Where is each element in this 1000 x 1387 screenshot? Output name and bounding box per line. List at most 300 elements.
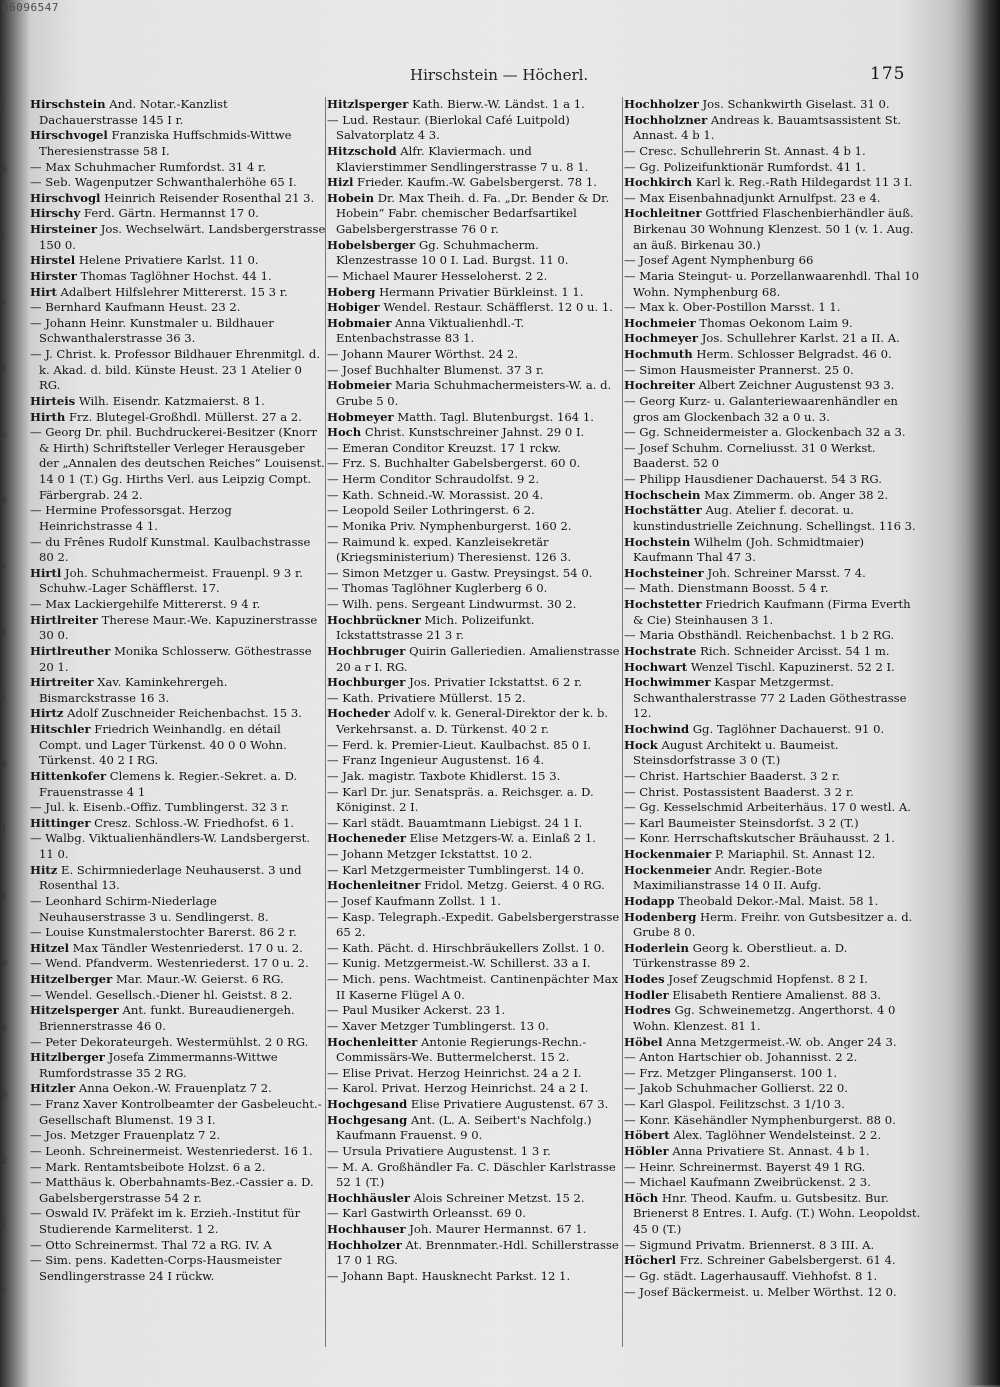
directory-entry <box>624 1269 924 1285</box>
entry-surname: Hirtz <box>30 706 64 721</box>
directory-entry <box>624 988 924 1004</box>
entry-details: Adolf v. k. General-Direktor der k. b. Verkehrsanst. a. D. Türkenst. 40 2 r. <box>336 706 609 736</box>
entry-details: Elise Privatiere Augustenst. 67 3. <box>407 1097 609 1111</box>
entry-details: — Ferd. k. Premier-Lieut. Kaulbachst. 85 0 I. <box>327 737 592 752</box>
directory-entry <box>30 300 326 316</box>
directory-entry <box>624 644 924 660</box>
entry-details: — Mich. pens. Wachtmeist. Cantinenpächter Max II Kaserne Flügel A 0. <box>327 972 619 1002</box>
directory-entry <box>624 1253 924 1269</box>
entry-details: Adalbert Hilfslehrer Mittererst. 15 3 r. <box>56 284 288 299</box>
entry-details: — Hermine Professorsgat. Herzog Heinrichstrasse 4 1. <box>30 503 232 533</box>
entry-details: — Gg. Schneidermeister a. Glockenbach 32 a 3. <box>624 425 906 440</box>
directory-entry <box>327 488 622 504</box>
entry-details: Herm. Freihr. von Gutsbesitzer a. d. Grube 8 0. <box>633 909 913 940</box>
entry-details: — Karl Glaspol. Feilitzschst. 3 1/10 3. <box>624 1097 845 1111</box>
page-id-mark: 06096547 <box>2 1 59 14</box>
entry-details: — Franz Xaver Kontrolbeamter der Gasbeleucht.-Gesellschaft Blumenst. 19 3 I. <box>30 1097 322 1127</box>
entry-surname: Hobmeier <box>327 378 392 393</box>
entry-details: Gg. Schuhmacherm. Klenzestrasse 10 0 I. Lad. Burgst. 11 0. <box>336 237 569 268</box>
directory-entry <box>30 1128 326 1144</box>
entry-surname: Hochhäusler <box>327 1190 410 1205</box>
entry-details: E. Schirmniederlage Neuhauserst. 3 und Rosenthal 13. <box>39 862 302 893</box>
directory-entry <box>624 1285 924 1301</box>
directory-entry <box>624 660 924 676</box>
directory-entry <box>624 503 924 534</box>
directory-entry <box>624 113 924 144</box>
entry-details: — Cresc. Schullehrerin St. Annast. 4 b 1. <box>624 143 866 158</box>
entry-details: — Karl Baumeister Steinsdorfst. 3 2 (T.) <box>624 815 859 830</box>
entry-details: Friedrich Weinhandlg. en détail Compt. und Lager Türkenst. 40 0 0 Wohn. Türkenst. 40 2 I RG. <box>39 722 287 768</box>
directory-entry <box>624 144 924 160</box>
entry-details: Ant. funkt. Bureaudienergeh. Briennerstrasse 46 0. <box>39 1003 295 1033</box>
directory-entry <box>327 972 622 1003</box>
entry-details: — Louise Kunstmalerstochter Barerst. 86 2 r. <box>30 925 297 940</box>
entry-surname: Hodres <box>624 1003 671 1018</box>
directory-entry <box>327 113 622 144</box>
directory-entry <box>327 363 622 379</box>
entry-details: Gg. Schweinemetzg. Angerthorst. 4 0 Wohn. Klenzest. 81 1. <box>633 1003 896 1033</box>
entry-details: — Karl städt. Bauamtmann Liebigst. 24 1 I. <box>327 815 583 830</box>
directory-entry <box>624 1097 924 1113</box>
entry-details: Elisabeth Rentiere Amalienst. 88 3. <box>668 987 882 1002</box>
entry-details: Alfr. Klaviermach. und Klavierstimmer Sendlingerstrasse 7 u. 8 1. <box>336 143 589 174</box>
entry-details: Mich. Polizeifunkt. Ickstattstrasse 21 3 r. <box>336 612 535 643</box>
entry-details: — Konr. Herrschaftskutscher Bräuhausst. 2 1. <box>624 831 895 846</box>
entry-details: Xav. Kaminkehrergeh. Bismarckstrasse 16 3. <box>39 675 228 705</box>
entry-surname: Hizl <box>327 175 354 190</box>
entry-surname: Hitzelsperger <box>30 1003 119 1018</box>
entry-details: Franziska Huffschmids-Wittwe Theresienstrasse 58 I. <box>39 128 292 158</box>
directory-entry <box>624 597 924 628</box>
directory-entry <box>327 503 622 519</box>
directory-entry <box>327 1144 622 1160</box>
entry-details: — Wilh. pens. Sergeant Lindwurmst. 30 2. <box>327 597 577 611</box>
entry-details: — Xaver Metzger Tumblingerst. 13 0. <box>327 1018 549 1033</box>
entry-details: — Kath. Pächt. d. Hirschbräukellers Zollst. 1 0. <box>327 940 605 955</box>
entry-details: Maria Schuhmachermeisters-W. a. d. Grube 5 0. <box>336 378 612 408</box>
directory-entry <box>30 566 326 597</box>
directory-entry <box>624 769 924 785</box>
directory-entry <box>30 1144 326 1160</box>
entry-details: — Karol. Privat. Herzog Heinrichst. 24 a 2 I. <box>327 1081 589 1096</box>
directory-entry <box>624 831 924 847</box>
entry-details: — Karl Gastwirth Orleansst. 69 0. <box>327 1206 526 1221</box>
directory-entry <box>30 722 326 769</box>
entry-details: Heinrich Reisender Rosenthal 21 3. <box>100 190 315 205</box>
directory-entry <box>327 378 622 409</box>
directory-entry <box>624 1035 924 1051</box>
gutter-mark: u <box>2 430 8 439</box>
directory-entry <box>327 300 622 316</box>
entry-details: Aug. Atelier f. decorat. u. kunstindustrielle Zeichnung. Schellingst. 116 3. <box>633 503 916 533</box>
entry-details: — Josef Buchhalter Blumenst. 37 3 r. <box>327 362 544 377</box>
directory-entry <box>327 175 622 191</box>
entry-details: — Elise Privat. Herzog Heinrichst. 24 a 2 I. <box>327 1065 582 1080</box>
directory-entry <box>30 410 326 426</box>
directory-entry <box>327 738 622 754</box>
entry-details: — Gg. Polizeifunktionär Rumfordst. 41 1. <box>624 159 866 174</box>
entry-surname: Hocheneder <box>327 831 406 846</box>
directory-entry <box>327 910 622 941</box>
directory-entry <box>624 269 924 300</box>
entry-details: Antonie Regierungs-Rechn.-Commissärs-We. Buttermelcherst. 15 2. <box>336 1034 587 1065</box>
directory-entry <box>30 269 326 285</box>
entry-details: Anna Oekon.-W. Frauenplatz 7 2. <box>75 1081 272 1096</box>
entry-surname: Hochmeier <box>624 315 696 330</box>
entry-details: Anna Privatiere St. Annast. 4 b 1. <box>668 1143 870 1158</box>
entry-details: — Christ. Hartschier Baaderst. 3 2 r. <box>624 768 841 783</box>
directory-entry <box>30 1035 326 1051</box>
directory-entry <box>327 425 622 441</box>
entry-surname: Hitzlberger <box>30 1050 105 1065</box>
directory-entry <box>624 910 924 941</box>
directory-entry <box>624 1144 924 1160</box>
entry-surname: Hitzlsperger <box>327 97 409 111</box>
entry-surname: Hochmeyer <box>624 331 699 346</box>
entry-surname: Hodenberg <box>624 909 697 924</box>
directory-entry <box>30 925 326 941</box>
directory-entry <box>30 253 326 269</box>
entry-details: — Johann Metzger Ickstattst. 10 2. <box>327 847 533 861</box>
running-head: Hirschstein — Höcherl. <box>410 66 589 84</box>
entry-details: Alois Schreiner Metzst. 15 2. <box>409 1190 585 1205</box>
entry-details: — Mark. Rentamtsbeibote Holzst. 6 a 2. <box>30 1159 266 1174</box>
entry-details: Jos. Schankwirth Giselast. 31 0. <box>698 97 890 111</box>
entry-details: — Max Eisenbahnadjunkt Arnulfpst. 23 e 4. <box>624 190 881 205</box>
directory-entry <box>624 566 924 582</box>
entry-surname: Hochstrate <box>624 643 697 658</box>
entry-surname: Hockenmeier <box>624 862 712 877</box>
directory-entry <box>327 1081 622 1097</box>
directory-entry <box>327 1160 622 1191</box>
gutter-mark: p <box>2 958 8 967</box>
directory-entry <box>327 769 622 785</box>
entry-details: — Leonhard Schirm-Niederlage Neuhauserstrasse 3 u. Sendlingerst. 8. <box>30 893 269 924</box>
gutter-mark: 1 <box>2 364 8 373</box>
entry-surname: Hobiger <box>327 300 380 315</box>
entry-details: At. Brennmater.-Hdl. Schillerstrasse 17 0 1 RG. <box>336 1237 619 1268</box>
directory-entry <box>30 769 326 800</box>
entry-details: Max Tändler Westenriederst. 17 0 u. 2. <box>69 940 303 955</box>
entry-surname: Hitschler <box>30 722 91 736</box>
entry-surname: Hockenmaier <box>624 847 712 861</box>
directory-entry <box>327 1066 622 1082</box>
directory-entry <box>30 285 326 301</box>
entry-details: — Josef Schuhm. Corneliusst. 31 0 Werkst. Baaderst. 52 0 <box>624 440 876 471</box>
entry-details: Alex. Taglöhner Wendelsteinst. 2 2. <box>669 1128 882 1143</box>
entry-details: Wilh. Eisendr. Katzmaierst. 8 1. <box>75 393 265 408</box>
entry-surname: Hirt <box>30 284 57 299</box>
entry-details: — Leopold Seiler Lothringerst. 6 2. <box>327 503 535 518</box>
directory-entry <box>624 863 924 894</box>
entry-details: Jos. Privatier Ickstattst. 6 2 r. <box>405 675 583 690</box>
directory-entry <box>624 488 924 504</box>
entry-details: Monika Schlosserw. Göthestrasse 20 1. <box>39 643 312 674</box>
entry-surname: Hodes <box>624 972 665 986</box>
entry-details: Dr. Max Theih. d. Fa. „Dr. Bender & Dr. Hobein“ Fabr. chemischer Bedarfsartikel Gabelsbergerstrasse 76 0 r. <box>336 190 610 236</box>
gutter-marks <box>0 100 18 1340</box>
entry-surname: Hochholzer <box>624 97 699 111</box>
entry-details: Josefa Zimmermanns-Wittwe Rumfordstrasse 35 2 RG. <box>39 1050 278 1080</box>
directory-entry <box>327 941 622 957</box>
directory-entry <box>624 1066 924 1082</box>
entry-details: — M. A. Großhändler Fa. C. Däschler Karlstrasse 52 1 (T.) <box>327 1159 616 1190</box>
directory-entry <box>624 722 924 738</box>
page-number: 175 <box>870 64 906 84</box>
directory-entry <box>624 1081 924 1097</box>
entry-details: — Jak. magistr. Taxbote Khidlerst. 15 3. <box>327 768 561 783</box>
entry-details: Andreas k. Bauamtsassistent St. Annast. 4 b 1. <box>633 112 902 143</box>
entry-surname: Hitzschold <box>327 143 397 158</box>
directory-entry <box>327 675 622 691</box>
entry-details: — Gg. städt. Lagerhausauff. Viehhofst. 8 1. <box>624 1268 878 1283</box>
entry-details: Anna Viktualienhdl.-T. Entenbachstrasse 83 1. <box>336 315 525 346</box>
gutter-mark: v <box>2 298 7 307</box>
directory-entry <box>30 1097 326 1128</box>
directory-entry <box>624 628 924 644</box>
entry-surname: Hocheder <box>327 706 391 721</box>
directory-entry <box>30 863 326 894</box>
entry-details: — Anton Hartschier ob. Johannisst. 2 2. <box>624 1050 858 1065</box>
entry-details: Wilhelm (Joh. Schmidtmaier) Kaufmann Thal 47 3. <box>633 534 865 565</box>
entry-surname: Hitz <box>30 862 58 877</box>
entry-details: Quirin Galleriedien. Amalienstrasse 20 a r I. RG. <box>336 643 620 674</box>
directory-entry <box>624 785 924 801</box>
directory-entry <box>624 1238 924 1254</box>
entry-surname: Hitzler <box>30 1081 76 1096</box>
entry-details: Jos. Schullehrer Karlst. 21 a II. A. <box>698 331 900 346</box>
directory-entry <box>624 972 924 988</box>
directory-entry <box>327 644 622 675</box>
entry-details: — Kunig. Metzgermeist.-W. Schillerst. 33 a I. <box>327 956 591 971</box>
directory-entry <box>30 425 326 503</box>
entry-details: — Seb. Wagenputzer Schwanthalerhöhe 65 I. <box>30 175 297 190</box>
directory-entry <box>624 331 924 347</box>
entry-details: — Max k. Ober-Postillon Marsst. 1 1. <box>624 300 841 315</box>
directory-entry <box>624 363 924 379</box>
entry-details: — Christ. Postassistent Baaderst. 3 2 r. <box>624 784 854 799</box>
entry-details: — Michael Maurer Hesseloherst. 2 2. <box>327 268 548 283</box>
directory-entry <box>624 175 924 191</box>
entry-details: — Kath. Privatiere Müllerst. 15 2. <box>327 690 526 705</box>
directory-entry <box>624 847 924 863</box>
directory-entry <box>327 191 622 238</box>
entry-details: Helene Privatiere Karlst. 11 0. <box>75 253 259 268</box>
directory-entry <box>327 1222 622 1238</box>
entry-surname: Hochwimmer <box>624 675 711 690</box>
entry-details: Josef Zeugschmid Hopfenst. 8 2 I. <box>664 972 868 986</box>
entry-details: — Emeran Conditor Kreuzst. 17 1 rckw. <box>327 440 561 455</box>
directory-entry <box>624 941 924 972</box>
entry-details: — Wend. Pfandverm. Westenriederst. 17 0 u. 2. <box>30 956 309 971</box>
directory-entry <box>624 535 924 566</box>
directory-entry <box>30 988 326 1004</box>
entry-details: — Simon Metzger u. Gastw. Preysingst. 54 0. <box>327 565 593 580</box>
entry-details: — Johann Bapt. Hausknecht Parkst. 12 1. <box>327 1268 571 1283</box>
entry-details: Fridol. Metzg. Geierst. 4 0 RG. <box>420 878 605 893</box>
entry-details: Max Zimmerm. ob. Anger 38 2. <box>700 487 889 502</box>
directory-entry <box>30 1206 326 1237</box>
entry-surname: Hochmuth <box>624 347 693 361</box>
gutter-mark: 1 <box>2 1222 8 1231</box>
entry-surname: Hochbruger <box>327 643 406 658</box>
entry-surname: Hirschstein <box>30 97 106 111</box>
directory-entry <box>624 394 924 425</box>
directory-entry <box>327 597 622 613</box>
entry-surname: Hochhauser <box>327 1222 406 1236</box>
entry-surname: Hirstel <box>30 253 76 268</box>
entry-surname: Hochstein <box>624 534 691 549</box>
directory-entry <box>30 644 326 675</box>
entry-surname: Hochholzner <box>624 112 708 127</box>
entry-details: — Josef Kaufmann Zollst. 1 1. <box>327 893 502 908</box>
entry-details: — Gg. Kesselschmid Arbeiterhäus. 17 0 westl. A. <box>624 800 911 815</box>
entry-details: — Jul. k. Eisenb.-Offiz. Tumblingerst. 32 3 r. <box>30 800 290 815</box>
entry-details: Frz. Blutegel-Großhdl. Müllerst. 27 a 2. <box>65 409 302 424</box>
entry-surname: Hock <box>624 737 658 752</box>
entry-details: — Karl Metzgermeister Tumblingerst. 14 0. <box>327 862 585 877</box>
directory-entry <box>624 378 924 394</box>
directory-entry <box>30 503 326 534</box>
directory-entry <box>624 347 924 363</box>
directory-entry <box>327 894 622 910</box>
directory-entry <box>30 1003 326 1034</box>
entry-details: Wenzel Tischl. Kapuzinerst. 52 2 I. <box>687 659 895 674</box>
gutter-mark: 1 <box>2 892 8 901</box>
directory-entry <box>327 441 622 457</box>
directory-entry <box>327 1097 622 1113</box>
entry-surname: Hoberg <box>327 284 376 299</box>
entry-surname: Hitzel <box>30 940 70 955</box>
entry-details: Gg. Taglöhner Dachauerst. 91 0. <box>689 722 885 736</box>
entry-details: Frz. Schreiner Gabelsbergerst. 61 4. <box>676 1253 896 1268</box>
directory-entry <box>327 706 622 737</box>
directory-entry <box>327 316 622 347</box>
directory-entry <box>624 1050 924 1066</box>
entry-details: — Wendel. Gesellsch.-Diener hl. Geistst. 8 2. <box>30 987 293 1002</box>
directory-entry <box>624 1003 924 1034</box>
directory-entry <box>327 831 622 847</box>
entry-details: Rich. Schneider Arcisst. 54 1 m. <box>696 643 890 658</box>
directory-entry <box>30 1160 326 1176</box>
entry-surname: Hirschvogel <box>30 128 108 143</box>
gutter-mark: ( <box>2 100 6 109</box>
entry-details: Andr. Regier.-Bote Maximilianstrasse 14 0 II. Aufg. <box>633 862 823 893</box>
directory-entry <box>624 1191 924 1238</box>
directory-entry <box>624 675 924 722</box>
entry-details: — Simon Hausmeister Prannerst. 25 0. <box>624 362 854 377</box>
entry-details: — Matthäus k. Oberbahnamts-Bez.-Cassier a. D. Gabelsbergerstrasse 54 2 r. <box>30 1175 314 1205</box>
entry-surname: Höbert <box>624 1128 670 1143</box>
entry-surname: Hochgesang <box>327 1112 408 1127</box>
entry-details: Joh. Schreiner Marsst. 7 4. <box>703 565 866 580</box>
entry-surname: Hobmaier <box>327 315 392 330</box>
entry-surname: Hirster <box>30 268 77 283</box>
directory-entry <box>624 816 924 832</box>
entry-details: — Heinr. Schreinermst. Bayerst 49 1 RG. <box>624 1159 866 1174</box>
entry-details: — Lud. Restaur. (Bierlokal Café Luitpold) Salvatorplatz 4 3. <box>327 112 570 143</box>
entry-details: Jos. Wechselwärt. Landsbergerstrasse 150 0. <box>39 222 326 252</box>
directory-entry <box>30 222 326 253</box>
directory-entry <box>624 441 924 472</box>
directory-column-1 <box>30 97 326 1387</box>
directory-entry <box>327 285 622 301</box>
entry-details: Theobald Dekor.-Mal. Maist. 58 1. <box>674 893 879 908</box>
entry-details: Adolf Zuschneider Reichenbachst. 15 3. <box>63 706 302 721</box>
entry-surname: Hirschvogl <box>30 190 101 205</box>
directory-entry <box>624 191 924 207</box>
directory-entry <box>30 675 326 706</box>
gutter-mark: v <box>2 562 7 571</box>
entry-surname: Hittenkofer <box>30 768 107 783</box>
directory-entry <box>30 831 326 862</box>
entry-surname: Hochstätter <box>624 503 702 518</box>
directory-entry <box>624 425 924 441</box>
directory-entry <box>30 535 326 566</box>
directory-entry <box>30 191 326 207</box>
directory-entry <box>327 269 622 285</box>
entry-details: Cresz. Schloss.-W. Friedhofst. 6 1. <box>90 815 295 830</box>
directory-entry <box>624 1128 924 1144</box>
entry-details: — J. Christ. k. Professor Bildhauer Ehrenmitgl. d. k. Akad. d. bild. Künste Heust. 23 1 Atelier 0 RG. <box>30 347 321 393</box>
entry-details: — Raimund k. exped. Kanzleisekretär (Kriegsministerium) Theresienst. 126 3. <box>327 534 572 565</box>
entry-surname: Hirtlreuther <box>30 643 111 658</box>
directory-entry <box>30 1238 326 1254</box>
directory-entry <box>30 175 326 191</box>
entry-surname: Höbel <box>624 1034 663 1049</box>
entry-details: — Maria Obsthändl. Reichenbachst. 1 b 2 RG. <box>624 628 895 643</box>
entry-details: — Maria Steingut- u. Porzellanwaarenhdl. Thal 10 Wohn. Nymphenburg 68. <box>624 268 919 299</box>
entry-details: — Bernhard Kaufmann Heust. 23 2. <box>30 300 241 315</box>
entry-details: — Max Schuhmacher Rumfordst. 31 4 r. <box>30 159 266 174</box>
entry-surname: Hochholzer <box>327 1237 402 1252</box>
entry-surname: Höcherl <box>624 1253 677 1268</box>
directory-column-3 <box>624 97 924 1387</box>
entry-surname: Hobelsberger <box>327 237 416 252</box>
directory-entry <box>327 97 622 113</box>
entry-details: August Architekt u. Baumeist. Steinsdorfstrasse 3 0 (T.) <box>633 737 839 768</box>
entry-details: — Kath. Schneid.-W. Morassist. 20 4. <box>327 487 544 502</box>
gutter-mark: 1 <box>2 826 8 835</box>
book-edge-shadow <box>966 0 1000 1385</box>
entry-details: — Paul Musiker Ackerst. 23 1. <box>327 1003 506 1018</box>
entry-surname: Höch <box>624 1190 659 1205</box>
entry-surname: Hirteis <box>30 393 76 408</box>
entry-details: And. Notar.-Kanzlist Dachauerstrasse 145 I r. <box>39 97 228 127</box>
directory-entry <box>624 300 924 316</box>
directory-entry <box>624 472 924 488</box>
entry-details: — Peter Dekorateurgeh. Westermühlst. 2 0 RG. <box>30 1034 309 1049</box>
directory-entry <box>624 1113 924 1129</box>
directory-entry <box>327 1113 622 1144</box>
directory-entry <box>624 253 924 269</box>
gutter-mark: 1 <box>2 694 8 703</box>
entry-details: Elise Metzgers-W. a. Einlaß 2 1. <box>405 831 596 846</box>
gutter-mark: 1 <box>2 628 8 637</box>
directory-entry <box>30 316 326 347</box>
entry-details: — du Frênes Rudolf Kunstmal. Kaulbachstrasse 80 2. <box>30 534 311 565</box>
entry-details: — Monika Priv. Nymphenburgerst. 160 2. <box>327 518 572 533</box>
directory-entry <box>624 316 924 332</box>
entry-surname: Hodler <box>624 987 669 1002</box>
entry-details: Joh. Schuhmachermeist. Frauenpl. 9 3 r. Schuhw.-Lager Schäfflerst. 17. <box>39 565 303 596</box>
entry-details: Mar. Maur.-W. Geierst. 6 RG. <box>112 972 284 986</box>
entry-details: — Math. Dienstmann Boosst. 5 4 r. <box>624 581 829 596</box>
entry-details: — Herm Conditor Schraudolfst. 9 2. <box>327 472 540 486</box>
directory-entry <box>30 956 326 972</box>
entry-details: Albert Zeichner Augustenst 93 3. <box>694 378 895 393</box>
entry-surname: Hochschein <box>624 487 701 502</box>
